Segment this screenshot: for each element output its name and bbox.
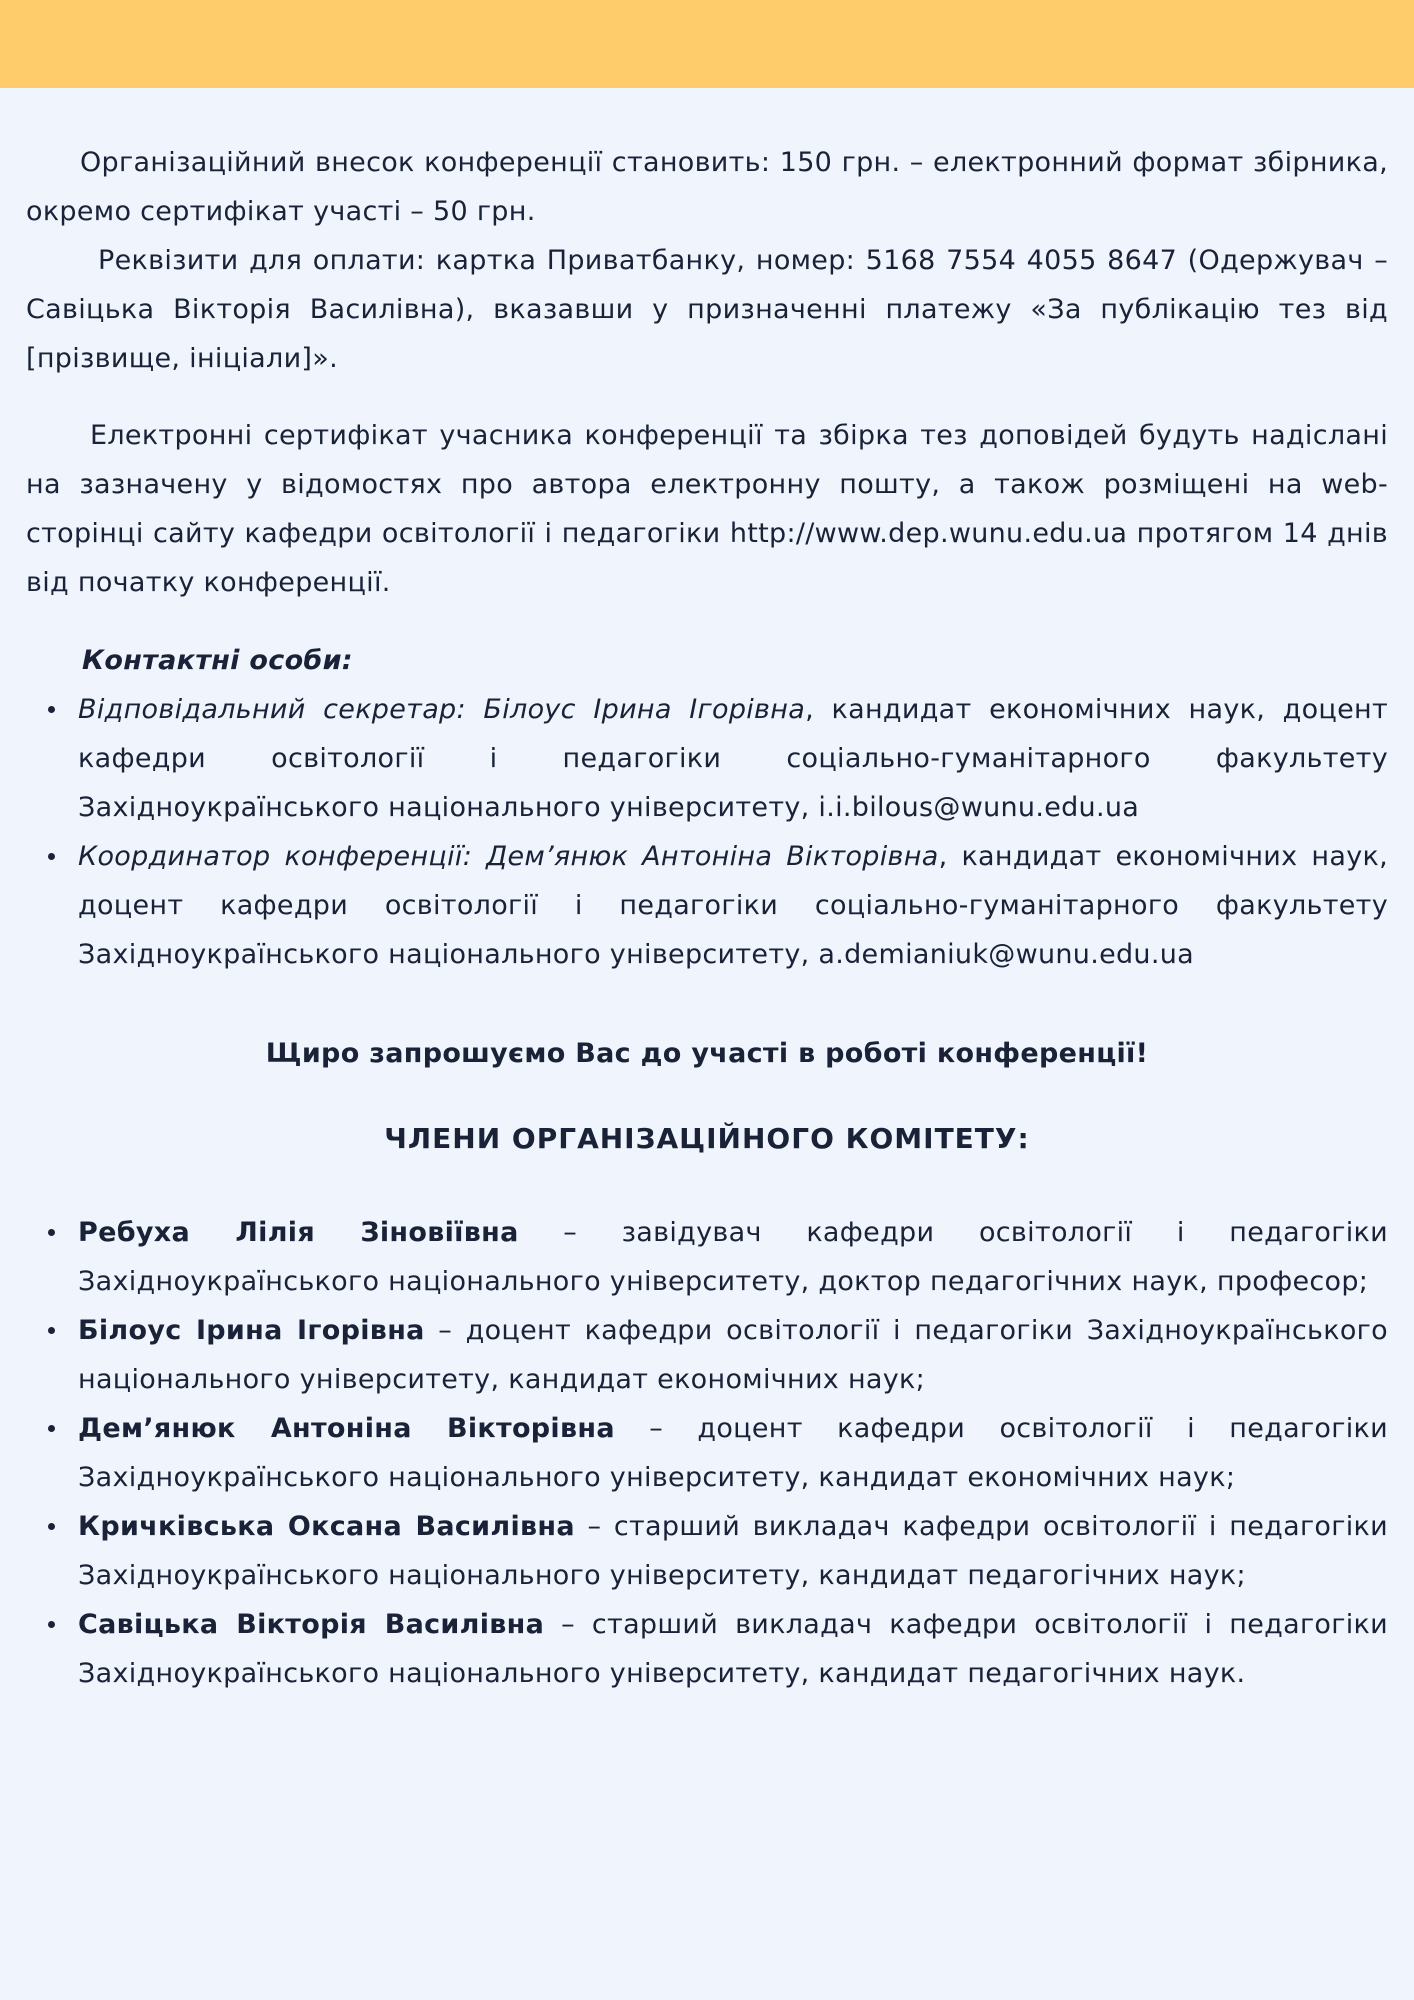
contact-item-coordinator — [78, 832, 1388, 979]
document-body — [26, 138, 1388, 1698]
certificates-paragraph: Електронні сертифікат учасника конференції та збірка тез доповідей будуть надіслані на зазначену у відомостях про автора електронну пошту, а також розміщені на web-сторінці сайту кафедри освітології і педагогіки http://www.dep.wunu.edu.ua протягом 14 днів від початку конференції. — [26, 420, 1388, 598]
committee-member — [78, 1306, 1388, 1404]
contact-details: , кандидат економічних наук, доцент кафедри освітології і педагогіки соціально-гуманітарного факультету Західноукраїнського національного університету, a.demianiuk@wunu.edu.ua — [78, 841, 1388, 970]
member-name: Ребуха Лілія Зіновіївна — [78, 1217, 519, 1248]
member-details: – старший викладач кафедри освітології і педагогіки Західноукраїнського національного університету, кандидат педагогічних наук; — [78, 1511, 1388, 1591]
committee-member — [78, 1502, 1388, 1600]
committee-member — [78, 1208, 1388, 1306]
top-banner — [0, 0, 1414, 88]
payment-paragraph: Реквізити для оплати: картка Приватбанку, номер: 5168 7554 4055 8647 (Одержувач – Савіцька Вікторія Василівна), вказавши у призначенні платежу «За публікацію тез від [прізвище, ініціали]». — [26, 245, 1388, 374]
contact-role: Відповідальний секретар: Білоус Ірина Ігорівна — [78, 694, 806, 725]
committee-list — [26, 1208, 1388, 1698]
contacts-list — [26, 685, 1388, 979]
member-name: Савіцька Вікторія Василівна — [78, 1609, 545, 1640]
member-details: – доцент кафедри освітології і педагогіки Західноукраїнського національного університету, кандидат економічних наук; — [78, 1413, 1388, 1493]
committee-member — [78, 1404, 1388, 1502]
contact-details: , кандидат економічних наук, доцент кафедри освітології і педагогіки соціально-гуманітарного факультету Західноукраїнського національного університету, i.i.bilous@wunu.edu.ua — [78, 694, 1389, 823]
member-name: Кричківська Оксана Василівна — [78, 1511, 575, 1542]
contacts-heading: Контактні особи: — [82, 645, 353, 676]
member-name: Білоус Ірина Ігорівна — [78, 1315, 425, 1346]
contact-role: Координатор конференції: Дем’янюк Антоніна Вікторівна — [78, 841, 939, 872]
member-details: – старший викладач кафедри освітології і педагогіки Західноукраїнського національного університету, кандидат педагогічних наук. — [78, 1609, 1388, 1689]
committee-member — [78, 1600, 1388, 1698]
member-details: – доцент кафедри освітології і педагогіки Західноукраїнського національного університету, кандидат економічних наук; — [78, 1315, 1388, 1395]
member-name: Дем’янюк Антоніна Вікторівна — [78, 1413, 615, 1444]
member-details: – завідувач кафедри освітології і педагогіки Західноукраїнського національного університету, доктор педагогічних наук, професор; — [78, 1217, 1388, 1297]
invitation-text: Щиро запрошуємо Вас до участі в роботі конференції! — [265, 1038, 1149, 1069]
contact-item-secretary — [78, 685, 1388, 832]
fee-paragraph: Організаційний внесок конференції становить: 150 грн. – електронний формат збірника, окремо сертифікат участі – 50 грн. — [26, 147, 1388, 227]
committee-heading: ЧЛЕНИ ОРГАНІЗАЦІЙНОГО КОМІТЕТУ: — [384, 1122, 1030, 1155]
